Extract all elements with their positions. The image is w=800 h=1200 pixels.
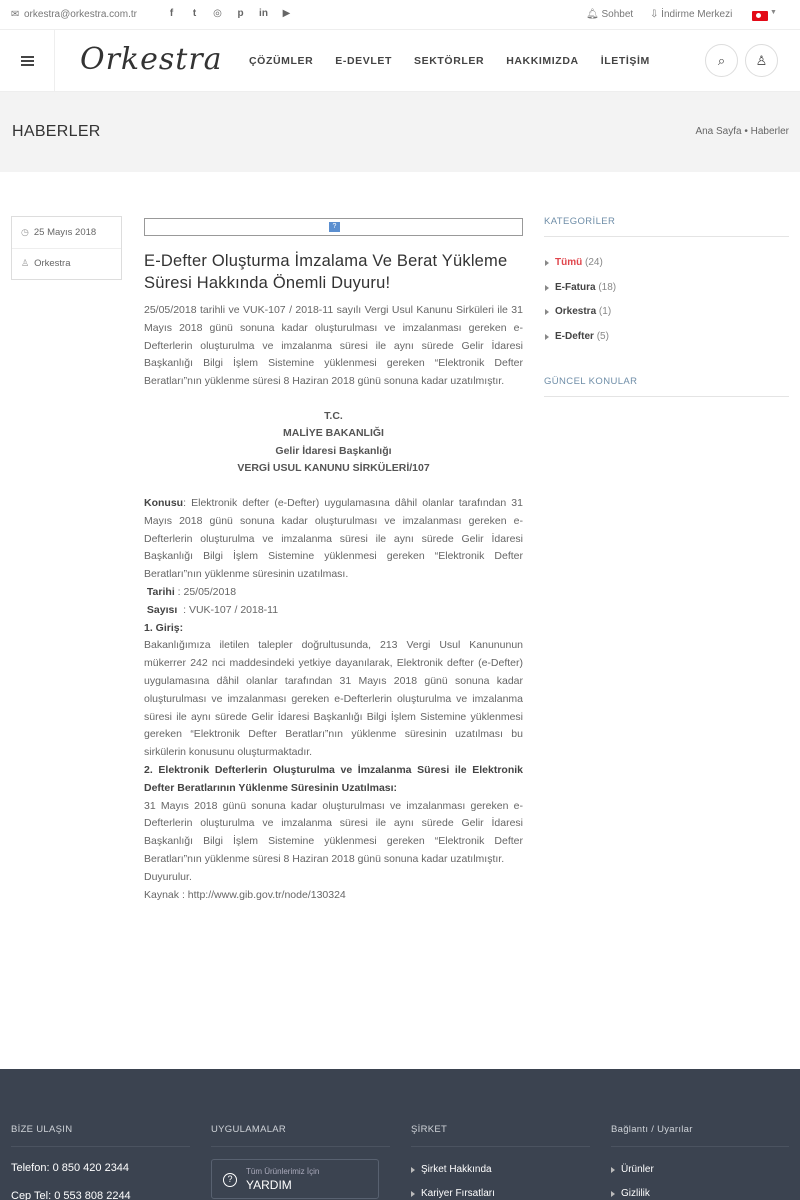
category-count: (18) (598, 281, 617, 293)
category-name: Orkestra (555, 306, 597, 317)
user-icon: ♙ (21, 258, 30, 268)
page-title: HABERLER (12, 123, 101, 140)
source-link[interactable]: Kaynak : http://www.gib.gov.tr/node/130324 (144, 888, 346, 901)
announcement-line: Duyurulur. (144, 870, 192, 883)
categories-heading: KATEGORİLER (544, 216, 789, 237)
hamburger-icon-line (21, 60, 34, 62)
footer-link-careers[interactable]: Kariyer Fırsatları (411, 1188, 495, 1199)
post-date (21, 227, 96, 238)
nav-item-iletisim[interactable]: İLETİŞİM (600, 55, 650, 67)
help-subtitle: Tüm Ürünlerimiz İçin (246, 1167, 320, 1176)
subject-paragraph (144, 495, 523, 584)
youtube-icon[interactable]: ▶ (282, 8, 291, 19)
user-icon: ♙ (755, 53, 768, 68)
divider (12, 248, 121, 249)
section-2-text: 31 Mayıs 2018 günü sonuna kadar oluşturulması ve imzalanması gereken e-Defterlerin oluşturulma ve imzalanma süresi ile aynı sürede Gelir İdaresi Başkanlığı Bilgi İşlem Sistemine yüklenmesi gereken “Elektronik Defter Beratları”nın yüklenme süresi 8 Haziran 2018 günü sonuna kadar uzatılmıştır. (144, 799, 523, 865)
help-title: YARDIM (246, 1178, 292, 1192)
footer-phone[interactable]: Telefon: 0 850 420 2344 (11, 1162, 130, 1174)
help-icon: ? (223, 1173, 237, 1187)
nav-item-e-devlet[interactable]: E-DEVLET (335, 55, 393, 67)
download-icon: ⇩ (650, 9, 659, 20)
category-item-e-fatura[interactable] (544, 276, 789, 301)
circular-heading-line: T.C. (324, 409, 343, 422)
article (144, 218, 523, 904)
search-button[interactable] (705, 44, 738, 77)
article-intro: 25/05/2018 tarihli ve VUK-107 / 2018-11 sayılı Vergi Usul Kanunu Sirküleri ile 31 Mayıs 2018 günü sonuna kadar oluşturulması ve imzalanması gereken e-Defterlerin oluşturulma ve imzalanma süresi ile aynı sürede Gelir İdaresi Başkanlığı Bilgi İşlem Sistemine yüklenmesi gereken “Elektronik Defter Beratları”nın yüklenme süresi 8 Haziran 2018 günü sonuna kadar uzatılmıştır. (144, 304, 523, 388)
clock-icon: ◷ (21, 227, 29, 237)
topics-heading: GÜNCEL KONULAR (544, 376, 789, 397)
search-icon: ⌕ (717, 53, 726, 68)
number-value: : VUK-107 / 2018-11 (183, 603, 279, 616)
main-header (0, 30, 800, 92)
breadcrumb[interactable]: Ana Sayfa • Haberler (695, 126, 789, 137)
category-name: Tümü (555, 257, 583, 268)
divider (11, 1146, 190, 1147)
article-title: E-Defter Oluşturma İmzalama Ve Berat Yükleme Süresi Hakkında Önemli Duyuru! (144, 252, 508, 292)
post-author-text: Orkestra (34, 258, 71, 269)
nav-item-hakkimizda[interactable]: HAKKIMIZDA (506, 55, 579, 67)
category-count: (24) (585, 257, 603, 268)
page-title-band (0, 92, 800, 172)
footer-mobile[interactable]: Cep Tel: 0 553 808 2244 (11, 1190, 131, 1200)
footer-apps-heading: UYGULAMALAR (211, 1124, 287, 1135)
nav-item-sektorler[interactable]: SEKTÖRLER (414, 55, 485, 67)
divider (611, 1146, 789, 1147)
circular-heading (144, 408, 523, 478)
footer-links-heading: Bağlantı / Uyarılar (611, 1124, 693, 1135)
date-value: : 25/05/2018 (177, 585, 237, 598)
social-links (160, 8, 298, 19)
subject-text: : Elektronik defter (e-Defter) uygulamasına dâhil olanlar tarafından 31 Mayıs 2018 günü sonuna kadar oluşturulması ve imzalanması gereken e-Defterlerin oluşturulma ve imzalanma süresi ile aynı sürede Gelir İdaresi Başkanlığı Bilgi İşlem Sistemine yüklenmesi gereken “Elektronik Defter Beratları”nın yüklenme süresinin uzatılması. (144, 496, 523, 581)
menu-button[interactable] (0, 30, 55, 91)
download-label: İndirme Merkezi (661, 9, 733, 20)
divider (211, 1146, 390, 1147)
category-count: (5) (596, 330, 609, 342)
chat-link[interactable] (586, 9, 633, 20)
number-line (144, 602, 523, 620)
help-button[interactable] (211, 1159, 379, 1199)
number-label: Sayısı (146, 603, 178, 616)
main-nav (249, 55, 650, 67)
category-name: E-Fatura (555, 281, 596, 293)
footer-link-products[interactable]: Ürünler (611, 1164, 654, 1175)
image-placeholder-icon: ? (329, 222, 340, 232)
instagram-icon[interactable]: ◎ (213, 8, 222, 19)
mail-icon: ✉ (11, 9, 20, 20)
linkedin-icon[interactable]: in (259, 8, 268, 19)
category-item-orkestra[interactable] (544, 300, 789, 325)
category-count: (1) (598, 306, 612, 317)
category-name: E-Defter (555, 330, 594, 342)
twitter-icon[interactable]: t (192, 8, 197, 19)
site-logo[interactable]: Orkestra (80, 42, 223, 77)
bell-icon: 🔔︎ (586, 9, 599, 20)
circular-heading-line: VERGİ USUL KANUNU SİRKÜLERİ/107 (237, 462, 430, 475)
post-author[interactable] (21, 258, 71, 269)
circular-heading-line: Gelir İdaresi Başkanlığı (275, 444, 392, 457)
category-item-all[interactable] (544, 251, 789, 276)
circular-heading-line: MALİYE BAKANLIĞI (283, 427, 384, 440)
facebook-icon[interactable]: f (169, 8, 174, 19)
hamburger-icon-line (21, 64, 34, 66)
date-label: Tarihi (146, 585, 175, 598)
account-button[interactable] (745, 44, 778, 77)
section-1-heading: 1. Giriş: (144, 621, 184, 634)
section-2-heading: 2. Elektronik Defterlerin Oluşturulma ve İmzalanma Süresi ile Elektronik Defter Beratlarının Yüklenme Süresinin Uzatılması: (144, 763, 523, 794)
footer-company-heading: ŞİRKET (411, 1124, 448, 1135)
divider (411, 1146, 590, 1147)
hamburger-icon-line (21, 56, 34, 58)
tr-flag-icon[interactable] (752, 11, 768, 21)
footer (0, 1069, 800, 1200)
footer-contact-heading: BİZE ULAŞIN (11, 1124, 73, 1135)
contact-email-text: orkestra@orkestra.com.tr (24, 9, 137, 20)
post-date-text: 25 Mayıs 2018 (33, 227, 97, 238)
chat-label: Sohbet (601, 9, 634, 20)
top-bar (0, 0, 800, 30)
sidebar (544, 216, 789, 397)
contact-email-link[interactable] (11, 9, 137, 20)
chevron-down-icon[interactable]: ▼ (770, 9, 777, 16)
subject-label: Konusu (144, 496, 184, 509)
post-meta (11, 216, 122, 280)
date-line (144, 584, 523, 602)
article-image (144, 218, 523, 236)
category-item-e-defter[interactable] (544, 325, 789, 350)
pinterest-icon[interactable]: p (237, 8, 244, 19)
nav-item-cozumler[interactable]: ÇÖZÜMLER (249, 55, 314, 67)
download-center-link[interactable] (650, 9, 732, 20)
section-1-text: Bakanlığımıza iletilen talepler doğrultusunda, 213 Vergi Usul Kanununun mükerrer 242 nci maddesindeki yetkiye dayanılarak, Elektronik defter (e-Defter) uygulamasına dâhil olanlar tarafından 31 Mayıs 2018 günü sonuna kadar oluşturulması ve imzalanması gereken e-Defterlerin oluşturulma ve imzalanma süresi ile aynı sürede Gelir İdaresi Başkanlığı Bilgi İşlem Sistemine yüklenmesi gereken “Elektronik Defter Beratları”nın yüklenme süresinin uzatılması bu sirkülerin konusunu oluşturmaktadır. (144, 639, 523, 759)
category-list (544, 251, 789, 349)
footer-link-privacy[interactable]: Gizlilik (611, 1188, 650, 1199)
footer-link-about[interactable]: Şirket Hakkında (411, 1164, 492, 1175)
